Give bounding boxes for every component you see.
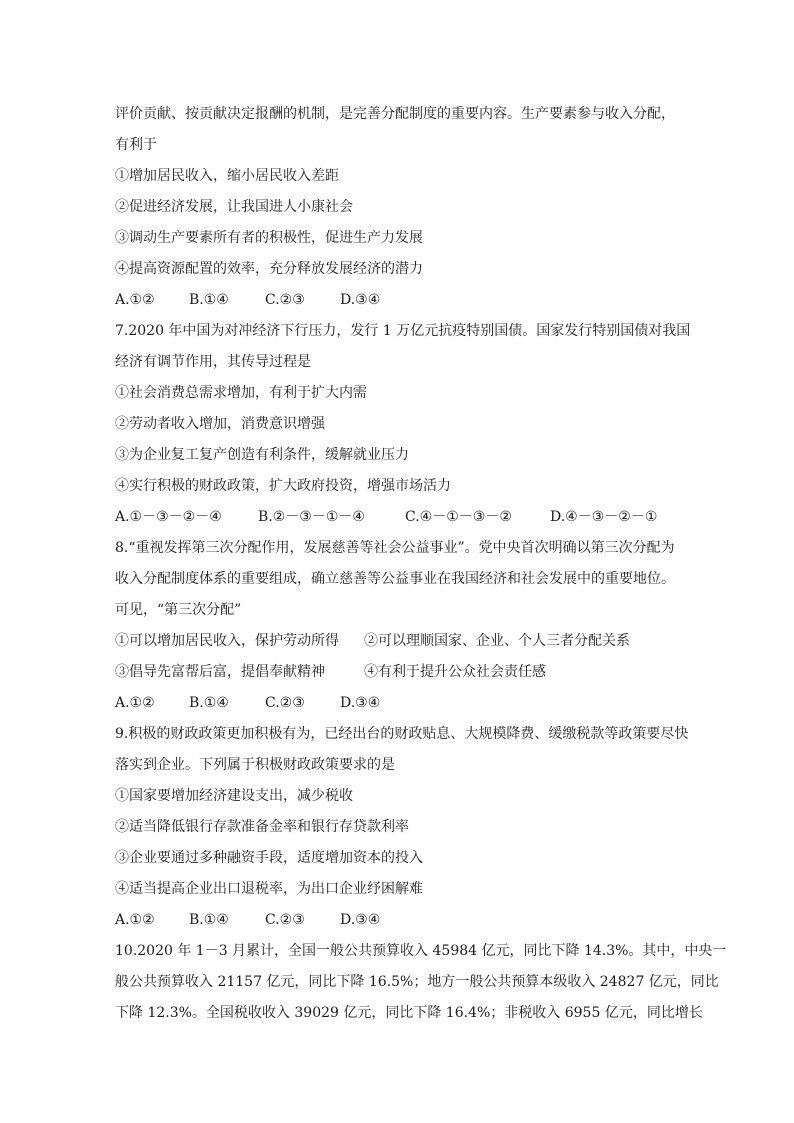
q6-item-4: ④提高资源配置的效率，充分释放发展经济的潜力 — [115, 261, 423, 277]
q9-stem-line-2: 落实到企业。下列属于积极财政政策要求的是 — [115, 757, 395, 773]
q6-item-1: ①增加居民收入，缩小居民收入差距 — [115, 168, 339, 184]
q9-option-b: B.①④ — [189, 912, 229, 928]
q8-item-4: ④有利于提升公众社会责任感 — [364, 664, 546, 680]
q7-option-c: C.④－①－③－② — [405, 509, 512, 525]
q7-item-2: ②劳动者收入增加，消费意识增强 — [115, 416, 325, 432]
q7-option-b: B.②－③－①－④ — [258, 509, 365, 525]
q8-item-1: ①可以增加居民收入，保护劳动所得 — [115, 633, 339, 649]
q7-option-d: D.④－③－②－① — [550, 509, 658, 525]
q9-item-2: ②适当降低银行存款准备金率和银行存贷款利率 — [115, 819, 409, 835]
q8-option-b: B.①④ — [189, 695, 229, 711]
q8-item-2: ②可以理顺国家、企业、个人三者分配关系 — [364, 633, 630, 649]
q7-item-1: ①社会消费总需求增加，有利于扩大内需 — [115, 385, 367, 401]
q6-stem-line-2: 有利于 — [115, 137, 157, 153]
q6-option-d: D.③④ — [340, 292, 381, 308]
q6-item-3: ③调动生产要素所有者的积极性，促进生产力发展 — [115, 230, 423, 246]
q9-item-3: ③企业要通过多种融资手段，适度增加资本的投入 — [115, 850, 423, 866]
q8-option-c: C.②③ — [265, 695, 305, 711]
q8-item-3: ③倡导先富帮后富，提倡奉献精神 — [115, 664, 325, 680]
q6-option-b: B.①④ — [189, 292, 229, 308]
q9-option-d: D.③④ — [340, 912, 381, 928]
q9-option-c: C.②③ — [265, 912, 305, 928]
q8-stem-line-2: 收入分配制度体系的重要组成，确立慈善等公益事业在我国经济和社会发展中的重要地位。 — [115, 571, 675, 587]
q8-option-d: D.③④ — [340, 695, 381, 711]
q10-stem-line-1: 10.2020 年 1－3 月累计，全国一般公共预算收入 45984 亿元，同比下降 14.3%。其中，中央一 — [115, 943, 727, 959]
q7-item-3: ③为企业复工复产创造有利条件，缓解就业压力 — [115, 447, 409, 463]
q7-option-a: A.①－③－②－④ — [115, 509, 222, 525]
q10-stem-line-2: 般公共预算收入 21157 亿元，同比下降 16.5%；地方一般公共预算本级收入 24827 亿元，同比 — [115, 974, 719, 990]
q8-stem-line-1: 8.“重视发挥第三次分配作用，发展慈善等社会公益事业”。党中央首次明确以第三次分配为 — [115, 540, 675, 556]
q9-item-4: ④适当提高企业出口退税率，为出口企业纾困解难 — [115, 881, 423, 897]
q7-item-4: ④实行积极的财政政策，扩大政府投资，增强市场活力 — [115, 478, 451, 494]
q8-stem-line-3: 可见，“第三次分配” — [115, 602, 242, 618]
q9-item-1: ①国家要增加经济建设支出，减少税收 — [115, 788, 353, 804]
q6-option-c: C.②③ — [265, 292, 305, 308]
q6-option-a: A.①② — [115, 292, 155, 308]
q8-option-a: A.①② — [115, 695, 155, 711]
q7-stem-line-2: 经济有调节作用，其传导过程是 — [115, 354, 311, 370]
q9-stem-line-1: 9.积极的财政政策更加积极有为，已经出台的财政贴息、大规模降费、缓缴税款等政策要尽快 — [115, 726, 689, 742]
q10-stem-line-3: 下降 12.3%。全国税收收入 39029 亿元，同比下降 16.4%；非税收入 6955 亿元，同比增长 — [115, 1005, 703, 1021]
q9-option-a: A.①② — [115, 912, 155, 928]
q6-stem-line-1: 评价贡献、按贡献决定报酬的机制，是完善分配制度的重要内容。生产要素参与收入分配， — [115, 106, 675, 122]
q6-item-2: ②促进经济发展，让我国进人小康社会 — [115, 199, 353, 215]
q7-stem-line-1: 7.2020 年中国为对冲经济下行压力，发行 1 万亿元抗疫特别国债。国家发行特别国债对我国 — [115, 323, 691, 339]
